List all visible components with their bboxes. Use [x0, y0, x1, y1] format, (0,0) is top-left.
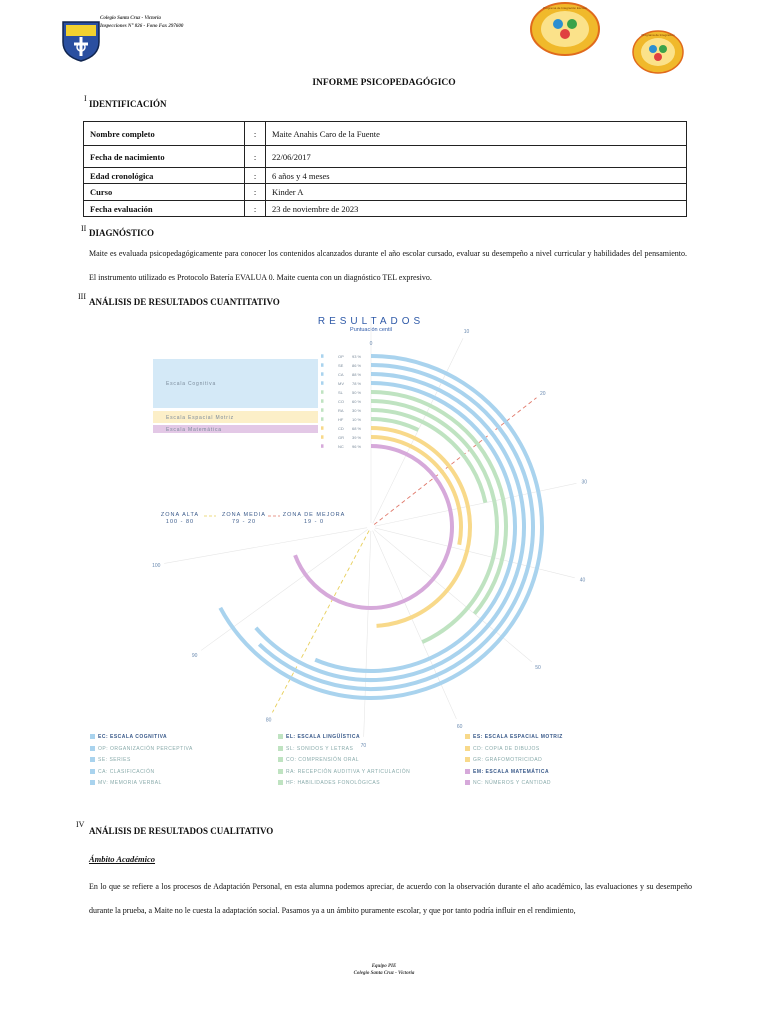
pie-badge-large-label: Programa de Integración Escolar — [543, 6, 587, 10]
legend-item — [278, 734, 360, 740]
legend-item — [278, 769, 410, 775]
series-value: 39 % — [352, 434, 362, 440]
grid-line — [164, 528, 367, 564]
series-code: SL — [338, 389, 343, 395]
document-title: INFORME PSICOPEDAGÓGICO — [312, 78, 456, 88]
series-code: CD — [338, 425, 344, 431]
axis-tick-label: 50 — [535, 665, 541, 672]
field-label: Curso — [84, 184, 245, 201]
field-value: Kinder A — [266, 184, 687, 201]
series-swatch — [321, 372, 324, 376]
legend-item — [90, 769, 155, 775]
legend-swatch — [90, 769, 95, 774]
series-value: 93 % — [352, 353, 362, 359]
legend-label: EM: ESCALA MATEMÁTICA — [473, 769, 550, 775]
legend-item — [90, 746, 193, 752]
section-4-title: ANÁLISIS DE RESULTADOS CUALITATIVO — [89, 826, 274, 836]
field-separator: : — [245, 146, 266, 168]
chart-title: RESULTADOS — [317, 316, 425, 327]
legend-swatch — [90, 757, 95, 762]
zone-name: ZONA DE MEJORA — [282, 512, 346, 518]
axis-tick-label: 40 — [579, 577, 586, 584]
legend-swatch — [278, 780, 283, 785]
series-value: 50 % — [352, 389, 362, 395]
group-label: Escala Espacial Motriz — [166, 415, 234, 421]
arc-gr — [371, 437, 461, 545]
axis-tick-label: 70 — [360, 742, 367, 749]
axis-tick-label: 10 — [463, 329, 470, 336]
zone-range: 19 - 0 — [303, 519, 325, 525]
legend-swatch — [278, 734, 283, 739]
field-label: Edad cronológica — [84, 168, 245, 184]
series-swatch — [321, 417, 324, 421]
axis-tick-label: 0 — [369, 341, 373, 347]
legend-label: EC: ESCALA COGNITIVA — [98, 734, 168, 740]
series-value: 96 % — [352, 443, 362, 449]
series-value: 68 % — [352, 425, 362, 431]
qualitative-subtitle: Ámbito Académico — [89, 854, 156, 864]
legend-swatch — [90, 734, 95, 739]
series-swatch — [321, 426, 324, 430]
legend-item — [278, 780, 380, 786]
legend-swatch — [278, 757, 283, 762]
series-code: NC — [338, 443, 344, 449]
field-label: Fecha de nacimiento — [84, 146, 245, 168]
axis-tick-label: 90 — [191, 653, 198, 660]
grid-line — [375, 528, 575, 578]
arc-cd — [371, 428, 470, 626]
axis-tick-label: 30 — [581, 479, 588, 486]
legend-item — [90, 780, 162, 786]
section-2-number: II — [81, 224, 87, 233]
zone-range: 100 - 80 — [165, 519, 195, 525]
legend-label: HF: HABILIDADES FONOLÓGICAS — [286, 780, 381, 786]
legend-label: GR: GRAFOMOTRICIDAD — [473, 757, 543, 763]
legend-item — [465, 769, 549, 775]
legend-label: SE: SERIES — [98, 757, 131, 763]
axis-tick-label: 60 — [456, 724, 463, 731]
series-code: HF — [338, 416, 344, 422]
legend-item — [278, 757, 359, 763]
series-value: 60 % — [352, 398, 362, 404]
arc-nc — [295, 443, 452, 608]
footer-team: Equipo PIE — [371, 964, 397, 969]
field-value: 23 de noviembre de 2023 — [266, 201, 687, 217]
school-name: Colegio Santa Cruz - Victoria — [100, 16, 161, 21]
section-4-number: IV — [76, 820, 85, 829]
section-2-title: DIAGNÓSTICO — [89, 228, 155, 238]
grid-line — [201, 529, 368, 650]
chart-subtitle: Puntuación centil — [350, 327, 392, 333]
series-value: 86 % — [352, 362, 362, 368]
legend-label: SL: SONIDOS Y LETRAS — [286, 746, 354, 752]
legend-label: ES: ESCALA ESPACIAL MOTRIZ — [473, 734, 563, 740]
legend-swatch — [465, 746, 470, 751]
qualitative-paragraph: En lo que se refiere a los procesos de Adaptación Personal, en esta alumna podemos apreciar, de acuerdo con la observación durante el año académico, las evaluaciones y su desempeño durante la prueba, a Maite no le cuesta la adaptación social. Pasamos ya a un ámbito puramente escolar, y que por tanto podría influir en el rendimiento, — [89, 882, 692, 915]
series-swatch — [321, 444, 324, 448]
field-label: Fecha evaluación — [84, 201, 245, 217]
legend-label: NC: NÚMEROS Y CANTIDAD — [473, 780, 552, 786]
section-3-number: III — [78, 292, 86, 301]
legend-swatch — [278, 769, 283, 774]
field-separator: : — [245, 122, 266, 146]
series-swatch — [321, 435, 324, 439]
legend-item — [90, 757, 131, 763]
axis-tick-label: 100 — [152, 562, 161, 569]
legend-item — [90, 734, 167, 740]
legend-label: OP: ORGANIZACIÓN PERCEPTIVA — [98, 746, 193, 752]
footer-school: Colegio Santa Cruz - Victoria — [353, 971, 415, 976]
legend-item — [465, 734, 563, 740]
legend-item — [465, 757, 542, 763]
pie-badge-small-label: Programa de Integración — [641, 33, 675, 37]
series-code: SE — [338, 362, 344, 368]
diagnostic-paragraph: Maite es evaluada psicopedagógicamente para conocer los contenidos alcanzados durante el año escolar cursado, evaluar su desempeño a nivel curricular y habilidades del pensamiento. El instrumento utilizado es Protocolo Batería EVALUA 0. Maite cuenta con un diagnóstico TEL expresivo. — [89, 249, 687, 282]
field-separator: : — [245, 184, 266, 201]
axis-tick-label: 80 — [265, 717, 272, 724]
zone-name: ZONA ALTA — [160, 512, 200, 518]
field-separator: : — [245, 201, 266, 217]
series-swatch — [321, 390, 324, 394]
legend-label: RA: RECEPCIÓN AUDITIVA Y ARTICULACIÓN — [286, 769, 411, 775]
series-value: 30 % — [352, 407, 362, 413]
legend-label: CD: COPIA DE DIBUJOS — [473, 746, 540, 752]
series-code: CA — [338, 371, 344, 377]
series-swatch — [321, 354, 324, 358]
series-code: CO — [338, 398, 344, 404]
legend-label: EL: ESCALA LINGÜÍSTICA — [286, 734, 361, 740]
legend-swatch — [465, 769, 470, 774]
field-label: Nombre completo — [84, 122, 245, 146]
field-value: Maite Anahis Caro de la Fuente — [266, 122, 687, 146]
legend-swatch — [90, 746, 95, 751]
series-value: 88 % — [352, 371, 362, 377]
section-1-number: I — [84, 94, 87, 103]
series-code: RA — [338, 407, 344, 413]
legend-swatch — [465, 734, 470, 739]
field-separator: : — [245, 168, 266, 184]
legend-item — [465, 780, 551, 786]
legend-item — [278, 746, 353, 752]
field-value: 22/06/2017 — [266, 146, 687, 168]
group-label: Escala Cognitiva — [166, 381, 217, 387]
series-value: 10 % — [352, 416, 362, 422]
series-swatch — [321, 363, 324, 367]
series-code: MV — [338, 380, 344, 386]
grid-line — [375, 483, 576, 526]
grid-line — [364, 531, 371, 737]
zone-range: 79 - 20 — [231, 519, 257, 525]
axis-tick-label: 20 — [540, 390, 546, 397]
school-address: Inspecciones N° 826 - Fono Fax 297600 — [100, 24, 184, 29]
series-code: GR — [338, 434, 344, 440]
legend-label: MV: MEMORIA VERBAL — [98, 780, 162, 786]
group-label: Escala Matemática — [166, 427, 222, 433]
legend-label: CO: COMPRENSIÓN ORAL — [286, 757, 360, 763]
series-swatch — [321, 381, 324, 385]
legend-item — [465, 746, 540, 752]
series-code: OP — [338, 353, 344, 359]
grid-line — [272, 531, 369, 713]
zone-name: ZONA MEDIA — [222, 512, 266, 518]
field-value: 6 años y 4 meses — [266, 168, 687, 184]
legend-swatch — [465, 780, 470, 785]
legend-swatch — [465, 757, 470, 762]
series-swatch — [321, 408, 324, 412]
legend-label: CA: CLASIFICACIÓN — [98, 769, 155, 775]
legend-swatch — [278, 746, 283, 751]
section-3-title: ANÁLISIS DE RESULTADOS CUANTITATIVO — [89, 297, 280, 307]
legend-swatch — [90, 780, 95, 785]
series-swatch — [321, 399, 324, 403]
series-value: 78 % — [352, 380, 362, 386]
section-1-title: IDENTIFICACIÓN — [89, 99, 167, 109]
